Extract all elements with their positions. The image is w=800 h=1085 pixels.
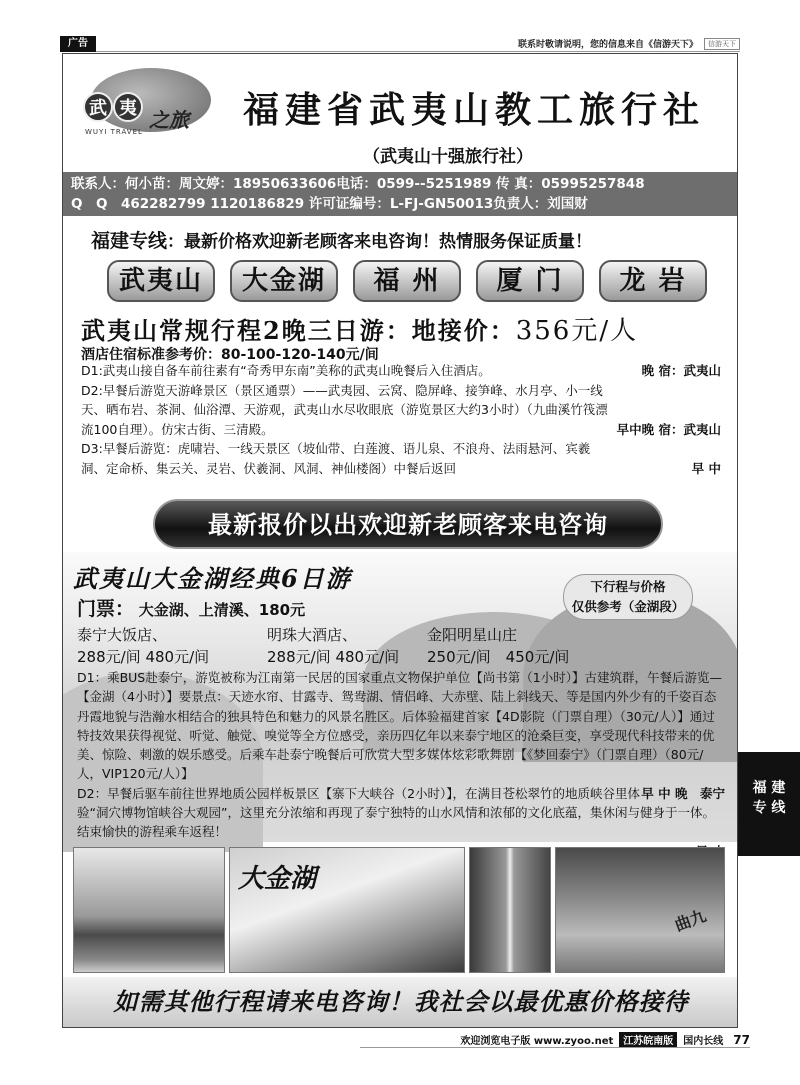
ad-tag: 广告 bbox=[60, 36, 96, 52]
day-text: D1:武夷山接自备车前往素有“奇秀甲东南”美称的武夷山晚餐后入住酒店。 bbox=[81, 363, 491, 378]
dajinhu-photo bbox=[229, 847, 465, 973]
tickets-value: 大金湖、上清溪、180元 bbox=[138, 601, 306, 619]
agency-name: 福建省武夷山教工旅行社 bbox=[243, 89, 706, 131]
reference-note-line: 下行程与价格 bbox=[590, 579, 666, 594]
logo-char: 武 bbox=[83, 92, 113, 122]
price-banner: 最新报价以出欢迎新老顾客来电咨询 bbox=[153, 499, 663, 549]
special-text: ：最新价格欢迎新老顾客来电咨询！热情服务保证质量！ bbox=[167, 232, 593, 252]
logo-suffix: 之旅 bbox=[149, 108, 189, 132]
page-number: 77 bbox=[733, 1032, 750, 1047]
itinerary-day bbox=[77, 668, 725, 801]
reference-note bbox=[563, 574, 693, 620]
itinerary-day bbox=[77, 784, 725, 842]
contact-line: Q Q 462282799 1120186829 许可证编号：L-FJ-GN50013负责人：刘国财 bbox=[71, 196, 588, 212]
top-bar bbox=[60, 36, 740, 52]
agency-subtitle: （武夷山十强旅行社） bbox=[363, 147, 533, 167]
day-meal: 晚 宿：武夷山 bbox=[641, 363, 721, 378]
trip1-itinerary bbox=[81, 361, 721, 478]
hotel-price-row bbox=[77, 646, 637, 668]
magazine-logo: 信游天下 bbox=[704, 38, 740, 50]
edition-badge: 江苏皖南版 bbox=[619, 1032, 677, 1047]
reference-note-line: 仅供参考（金湖段） bbox=[571, 599, 685, 614]
trip2-itinerary bbox=[77, 668, 725, 861]
day-meal: 早 中 bbox=[691, 460, 721, 476]
destination-longyan: 龙 岩 bbox=[599, 260, 707, 302]
trip1-price: 356元/人 bbox=[515, 316, 639, 346]
hotel-name: 泰宁大饭店、 bbox=[77, 626, 168, 644]
hotel-name: 明珠大酒店、 bbox=[267, 626, 358, 644]
trip2-title: 武夷山大金湖经典6日游 bbox=[73, 564, 352, 593]
section-tab bbox=[738, 752, 800, 856]
trip2-tickets bbox=[77, 594, 305, 621]
tickets-key: 门票： bbox=[77, 598, 135, 620]
itinerary-day bbox=[81, 439, 721, 478]
contact-box bbox=[63, 172, 738, 216]
advertisement bbox=[62, 53, 738, 1028]
mountain-river-photo bbox=[73, 847, 225, 973]
trip1-title bbox=[81, 310, 638, 347]
logo-char: 夷 bbox=[113, 92, 143, 122]
photo-strip bbox=[73, 847, 729, 975]
day-text: D3:早餐后游览：虎啸岩、一线天景区（坡仙带、白莲渡、语儿泉、不浪舟、法雨悬河、宾羲洞、定命桥、集云关、灵岩、伏羲洞、风洞、神仙楼阁）中餐后返回 bbox=[81, 441, 591, 476]
hotel-name: 金阳明星山庄 bbox=[427, 626, 518, 644]
photo-caption: 曲九 bbox=[672, 906, 709, 935]
rock-inscription-photo bbox=[555, 847, 725, 973]
day-meal: 早中晚 宿：武夷山 bbox=[616, 421, 721, 437]
hotel-price: 288元/间 480元/间 bbox=[267, 648, 400, 666]
website-note: 欢迎浏览电子版 www.zyoo.net bbox=[460, 1036, 614, 1047]
destination-xiamen: 厦 门 bbox=[476, 260, 584, 302]
bottom-bar bbox=[360, 1032, 750, 1048]
photo-caption: 大金湖 bbox=[238, 864, 317, 894]
destination-dajinhu: 大金湖 bbox=[230, 260, 338, 302]
special-line bbox=[91, 226, 731, 253]
source-note: 联系时敬请说明，您的信息来自《信游天下》 bbox=[517, 40, 698, 50]
hotel-name-row bbox=[77, 624, 637, 646]
destination-fuzhou: 福 州 bbox=[353, 260, 461, 302]
day-text: D2:早餐后游览天游峰景区（景区通票）——武夷园、云窝、隐屏峰、接笋峰、水月亭、小一线天、晒布岩、茶洞、仙浴潭、天游观，武夷山水尽收眼底（游览景区大约3小时）（九曲溪竹筏漂流100自理）。仿宋古街、三清殿。 bbox=[81, 382, 608, 437]
hotel-price: 250元/间 450元/间 bbox=[427, 648, 570, 666]
trip1-title-text: 武夷山常规行程2晚三日游：地接价： bbox=[81, 316, 516, 345]
itinerary-day bbox=[81, 361, 721, 381]
day-meal: 早 中 晚 泰宁 bbox=[641, 785, 725, 801]
logo-english: WUYI TRAVEL bbox=[85, 128, 143, 136]
section-tab-line: 福 建 bbox=[752, 780, 786, 796]
destination-buttons bbox=[107, 260, 707, 304]
agency-header bbox=[63, 54, 738, 172]
footer-slogan: 如需其他行程请来电咨询！我社会以最优惠价格接待 bbox=[63, 977, 738, 1027]
trip1-hotel: 酒店住宿标准参考价：80-100-120-140元/间 bbox=[81, 347, 379, 363]
itinerary-day bbox=[81, 381, 721, 440]
section-tab-line: 专 线 bbox=[752, 800, 786, 816]
agency-logo bbox=[73, 64, 223, 146]
day-text: D2：早餐后驱车前往世界地质公园样板景区【寨下大峡谷（2小时）】，在满目苍松翠竹的地质峡谷里体验“洞穴博物馆峡谷大观园”，这里充分浓缩和再现了泰宁独特的山水风情和浓郁的文化底蕴，集休闲与健身于一体。结束愉快的游程乘车返程！ bbox=[77, 785, 715, 840]
hotel-price: 288元/间 480元/间 bbox=[77, 648, 210, 666]
special-key: 福建专线 bbox=[91, 230, 168, 252]
waterfall-photo bbox=[469, 847, 551, 973]
day-text: D1：乘BUS赴泰宁，游览被称为江南第一民居的国家重点文物保护单位【尚书第（1小时）】古建筑群，午餐后游览—【金湖（4小时）】要景点：天迹水帘、甘露寺、鸳鸯湖、情侣峰、大赤壁、陆上斜线天、等是国内外少有的千姿百态丹霞地貌与浩瀚水相结合的独具特色和魅力的风景名胜区。后体验福建首家【4D影院（门票自理）（30元/人）】通过特技效果获得视觉、听觉、触觉、嗅觉等全方位感受，亲历四亿年以来泰宁地区的沧桑巨变，享受现代科技带来的优美、惊险、刺激的娱乐感受。后乘车赴泰宁晚餐后可欣赏大型多媒体炫彩歌舞剧【《梦回泰宁》（门票自理）（80元/人，VIP120元/人）】 bbox=[77, 670, 722, 782]
contact-line: 联系人：何小苗：周文婷：18950633606电话：0599--5251989 传 真：05995257848 bbox=[71, 176, 645, 192]
section-name: 国内长线 bbox=[683, 1036, 724, 1047]
destination-wuyishan: 武夷山 bbox=[107, 260, 215, 302]
trip2-hotels bbox=[77, 624, 637, 668]
